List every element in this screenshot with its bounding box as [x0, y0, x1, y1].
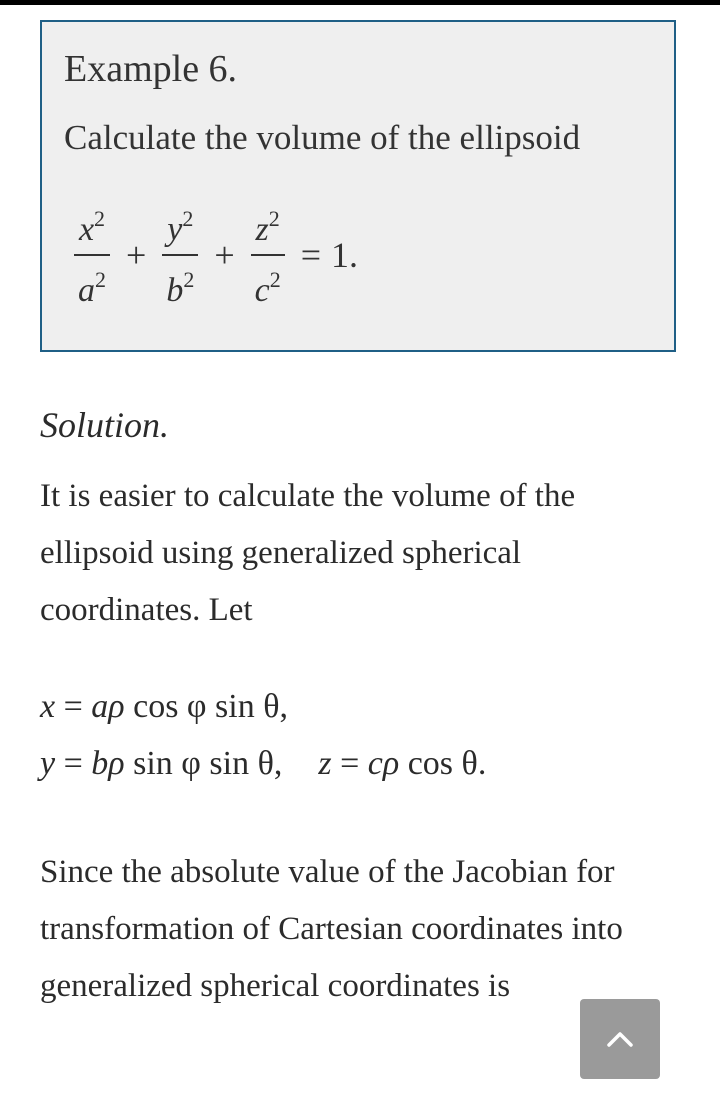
fraction-z-numerator: z: [255, 211, 269, 248]
solution-title: Solution.: [40, 405, 170, 445]
equation-rhs: 1.: [331, 235, 359, 275]
equals-sign: =: [300, 235, 322, 275]
ellipsoid-equation: [68, 200, 358, 310]
example-title: Example 6.: [64, 48, 238, 90]
top-bar: [0, 0, 720, 5]
fraction-y: $\frac{y^2}{b^2}$: [162, 199, 198, 311]
solution-paragraph-2: Since the absolute value of the Jacobian for transformation of Cartesian coordinates into generalized spherical coordinates is: [40, 854, 623, 1004]
fraction-z-denominator: c: [254, 272, 270, 309]
coordinate-equation-x: x = aρ cos φ sin θ,: [40, 688, 289, 725]
solution-paragraph-1: It is easier to calculate the volume of the ellipsoid using generalized spherical coordinates. Let: [40, 478, 576, 628]
fraction-y-numerator: y: [167, 211, 183, 248]
fraction-x-denominator: a: [78, 272, 95, 309]
fraction-z: $\frac{z^2}{c^2}$: [251, 199, 285, 311]
scroll-to-top-button[interactable]: [580, 999, 660, 1079]
plus-sign: +: [126, 235, 147, 275]
coordinate-equation-yz: y = bρ sin φ sin θ, z = cρ cos θ.: [40, 745, 487, 782]
plus-sign: +: [214, 235, 235, 275]
example-text: Calculate the volume of the ellipsoid: [64, 118, 581, 157]
fraction-y-denominator: b: [166, 272, 184, 309]
chevron-up-icon: [605, 1029, 635, 1049]
example-box: [40, 20, 676, 352]
fraction-x-numerator: x: [78, 211, 95, 248]
fraction-x: $\frac{x^2}{a^2}$: [74, 199, 110, 311]
